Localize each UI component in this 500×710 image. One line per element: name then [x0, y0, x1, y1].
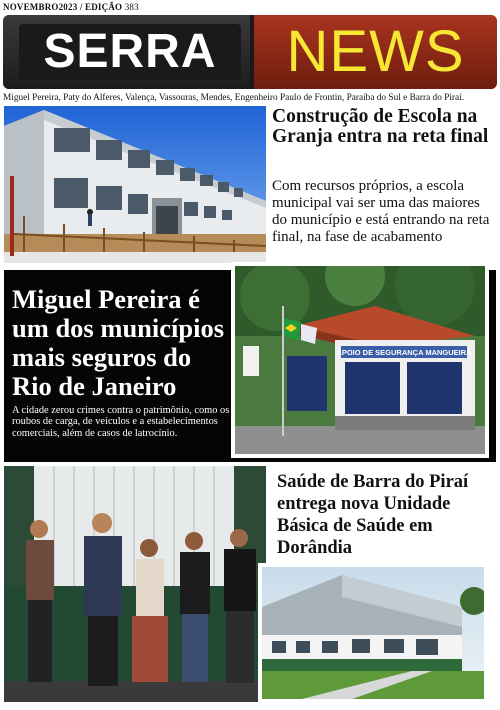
edition-month: NOVEMBRO2023	[3, 2, 78, 12]
story2-headline: Miguel Pereira é um dos municípios mais seguros do Rio de Janeiro	[12, 284, 225, 401]
masthead-logo	[3, 15, 497, 89]
story1-summary: Com recursos próprios, a escola municipal vai ser uma das maiores do município e está entrando na reta final, na fase de acabamento	[272, 178, 490, 245]
edition-number: 383	[124, 2, 139, 12]
story1-headline: Construção de Escola na Granja entra na reta final	[272, 106, 489, 147]
masthead-serra-word: SERRA	[43, 25, 217, 78]
edition-line	[3, 2, 139, 12]
school-construction-photo	[4, 106, 266, 263]
masthead-right-panel	[254, 15, 497, 89]
kiosk-sign: APOIO DE SEGURANÇA MANGUEIRA	[336, 348, 472, 357]
story3-headline: Saúde de Barra do Piraí entrega nova Unidade Básica de Saúde em Dorândia	[277, 472, 469, 558]
cities-line: Miguel Pereira, Paty do Alferes, Valença, Vassouras, Mendes, Engenheiro Paulo de Frontin, Paraíba do Sul e Barra do Piraí.	[3, 93, 465, 103]
health-unit-event-photo	[4, 466, 266, 702]
masthead-news-word: NEWS	[286, 19, 465, 84]
edition-separator: /	[77, 2, 86, 12]
masthead-left-inner	[19, 24, 241, 80]
edition-label: EDIÇÃO	[85, 2, 123, 12]
story2-summary: A cidade zerou crimes contra o patrimônio, como os roubos de carga, de veículos e a estabelecimentos comerciais, além de casos de latrocínio.	[12, 405, 230, 439]
health-unit-building-photo	[258, 563, 488, 703]
masthead-left-panel	[3, 15, 250, 89]
security-kiosk-photo	[231, 262, 489, 458]
